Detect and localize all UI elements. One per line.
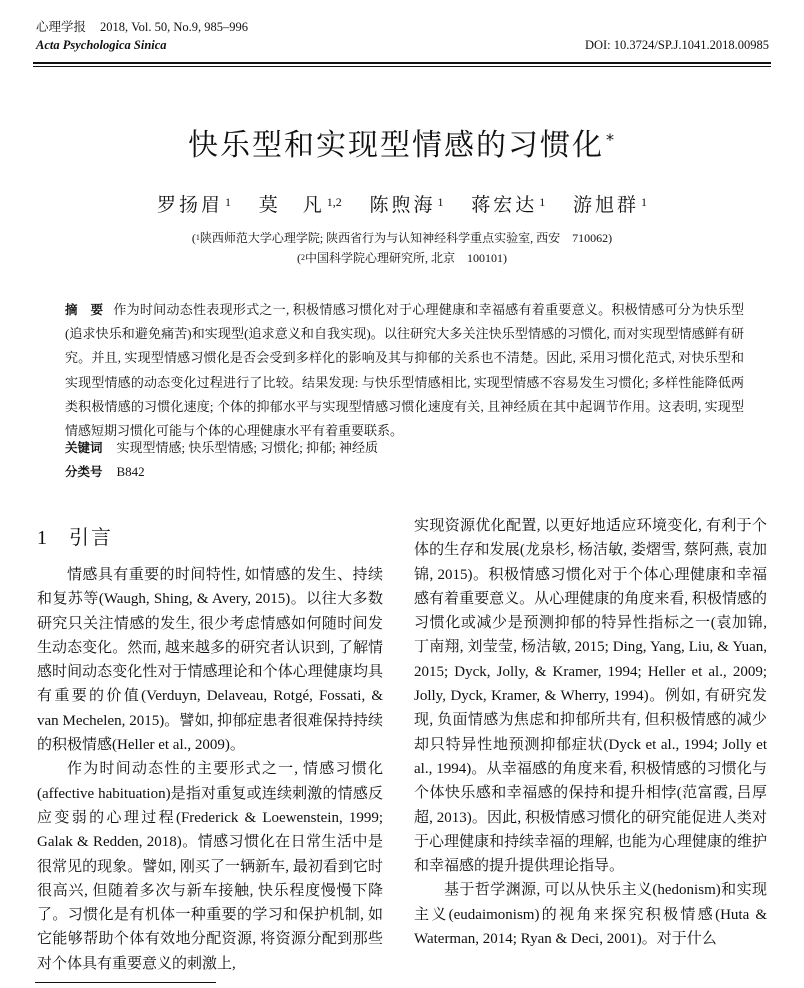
author	[573, 195, 647, 216]
classification	[65, 462, 145, 482]
author-list	[0, 193, 804, 219]
body-paragraph: 实现资源优化配置, 以更好地适应环境变化, 有利于个体的生存和发展(龙泉杉, 杨洁敏, 娄熠雪, 蔡阿燕, 袁加锦, 2015)。积极情感习惯化对于个体心理健康和幸福感有着重要意义。从心理健康的角度来看, 积极情感的习惯化或减少是预测抑郁的特异性指标之一(袁加锦, 丁南翔, 刘莹莹, 杨洁敏, 2015; Ding, Yang, Liu, & Yuan, 2015; Dyck, Jolly, & Kramer, 1994; Heller et al., 2009; Jolly, Dyck, Kramer, & Wherry, 1994)。例如, 有研究发现, 负面情感为焦虑和抑郁所共有, 但积极情感的减少却只特异性地预测抑郁症状(Dyck et al., 1994; Jolly et al., 1994)。从幸福感的角度来看, 积极情感的习惯化与个体快乐感和幸福感的保持和提升相悖(范富霞, 吕厚超, 2013)。因此, 积极情感习惯化的研究能促进人类对于心理健康和持续幸福的理解, 也能为心理健康的维护和幸福感的提升提供理论指导。	[414, 518, 767, 875]
author-name: 蒋宏达	[471, 195, 538, 216]
paper-title	[0, 126, 804, 166]
author	[259, 195, 342, 216]
keywords-text: 实现型情感; 快乐型情感; 习惯化; 抑郁; 神经质	[116, 440, 378, 455]
body-paragraph: 作为时间动态性的主要形式之一, 情感习惯化(affective habituation)是指对重复或连续刺激的情感反应变弱的心理过程(Frederick & Loewenstein, 1999; Galak & Redden, 2018)。情感习惯化在日常生活中是很常见的现象。譬如, 刚买了一辆新车, 最初看到它时很高兴, 但随着多次与新车接触, 快乐程度慢慢下降了。习惯化是有机体一种重要的学习和保护机制, 如它能够帮助个体有效地分配资源, 将资源分配到那些对个体具有重要意义的刺激上,	[37, 761, 383, 972]
author-affil-mark: 1,2	[326, 195, 342, 209]
journal-header	[36, 19, 248, 35]
header-rule	[33, 62, 771, 66]
keywords	[65, 438, 378, 458]
body-paragraph: 情感具有重要的时间特性, 如情感的发生、持续和复苏等(Waugh, Shing, & Avery, 2015)。以往大多数研究只关注情感的发生, 很少考虑情感如何随时间发生动态变化。然而, 越来越多的研究者认识到, 了解情感时间动态变化性对于情感理论和个体心理健康均具有重要的价值(Verduyn, Delaveau, Rotgé, Fossati, & van Mechelen, 2015)。譬如, 抑郁症患者很难保持持续的积极情感(Heller et al., 2009)。	[37, 567, 383, 754]
author-name: 罗扬眉	[156, 195, 223, 216]
affiliation-mark: 1	[195, 233, 200, 242]
affiliation-text: 陕西师范大学心理学院; 陕西省行为与认知神经科学重点实验室, 西安 710062	[199, 231, 609, 245]
journal-name-en: Acta Psychologica Sinica	[36, 38, 167, 52]
keywords-label: 关键词	[65, 440, 103, 455]
author	[157, 195, 231, 216]
body-paragraph: 基于哲学渊源, 可以从快乐主义(hedonism)和实现主义(eudaimonism)的视角来探究积极情感(Huta & Waterman, 2014; Ryan & Deci, 2001)。对于什么	[414, 882, 767, 948]
author-name: 游旭群	[573, 195, 640, 216]
footnote-rule	[35, 982, 216, 983]
author-name: 莫 凡	[258, 195, 325, 216]
abstract-text: 作为时间动态性表现形式之一, 积极情感习惯化对于心理健康和幸福感有着重要意义。积极情感可分为快乐型(追求快乐和避免痛苦)和实现型(追求意义和自我实现)。以往研究大多关注快乐型情感的习惯化, 而对实现型情感鲜有研究。并且, 实现型情感习惯化是否会受到多样化的影响及其与抑郁的关系也不清楚。因此, 采用习惯化范式, 对快乐型和实现型情感的动态变化过程进行了比较。结果发现: 与快乐型情感相比, 实现型情感不容易发生习惯化; 多样性能降低两类积极情感的习惯化速度; 个体的抑郁水平与实现型情感习惯化速度有关, 且神经质在其中起调节作用。这表明, 实现型情感短期习惯化可能与个体的心理健康水平有着重要联系。	[65, 302, 744, 439]
section-title: 引言	[69, 525, 113, 549]
section-number: 1	[37, 527, 47, 549]
body-column-right	[414, 514, 767, 951]
affiliation-mark: 2	[300, 253, 305, 262]
classification-code: B842	[116, 464, 145, 479]
affiliation: ($^2$中国科学院心理研究所, 北京 100101)	[296, 251, 507, 265]
abstract-label: 摘 要	[65, 302, 104, 317]
title-footnote-mark[interactable]: *	[606, 130, 616, 149]
author-name: 陈煦海	[369, 195, 436, 216]
section-heading	[37, 524, 113, 551]
author-affil-mark: 1	[641, 195, 648, 209]
author-affil-mark: 1	[437, 195, 444, 209]
abstract	[65, 298, 744, 443]
author	[369, 195, 443, 216]
author-affil-mark: 1	[224, 195, 231, 209]
paper-title-text: 快乐型和实现型情感的习惯化	[188, 128, 604, 163]
author	[471, 195, 545, 216]
journal-citation: 2018, Vol. 50, No.9, 985–996	[100, 20, 249, 34]
journal-name-cn: 心理学报	[36, 20, 87, 34]
affiliation-text: 中国科学院心理研究所, 北京 100101	[304, 251, 503, 265]
affiliation: ($^1$陕西师范大学心理学院; 陕西省行为与认知神经科学重点实验室, 西安 710062)	[191, 231, 613, 245]
doi-link[interactable]: DOI: 10.3724/SP.J.1041.2018.00985	[584, 38, 769, 52]
body-column-left	[37, 563, 383, 976]
author-affil-mark: 1	[539, 195, 546, 209]
classification-label: 分类号	[65, 464, 103, 479]
